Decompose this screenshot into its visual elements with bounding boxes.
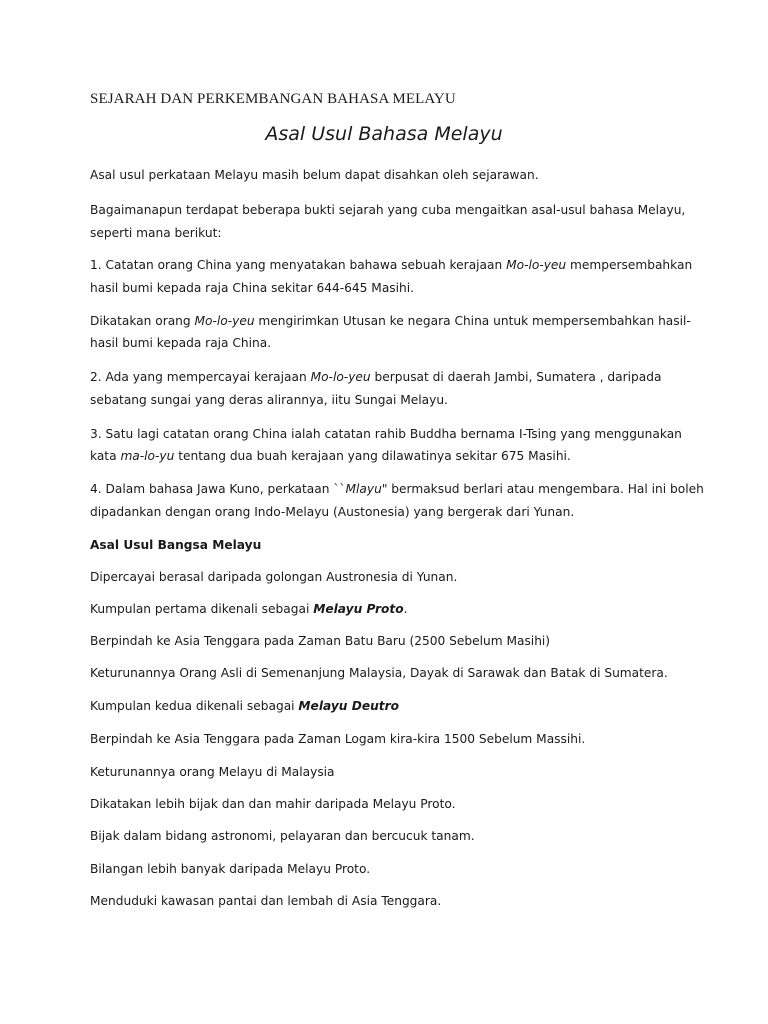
list-line: Menduduki kawasan pantai dan lembah di Asia Tenggara. [90, 894, 442, 908]
emphasis-term: Mlayu [345, 482, 382, 496]
paragraph-line: 1. Catatan orang China yang menyatakan bahawa sebuah kerajaan Mo-lo-yeu mempersembahkan [90, 258, 693, 272]
list-line: Dipercayai berasal daripada golongan Austronesia di Yunan. [90, 570, 458, 584]
list-line: Dikatakan lebih bijak dan dan mahir daripada Melayu Proto. [90, 797, 456, 811]
list-line: Kumpulan kedua dikenali sebagai Melayu Deutro [90, 699, 399, 713]
emphasis-term: Melayu Deutro [298, 699, 399, 713]
list-line: Berpindah ke Asia Tenggara pada Zaman Batu Baru (2500 Sebelum Masihi) [90, 634, 551, 648]
paragraph-line: hasil bumi kepada raja China sekitar 644-645 Masihi. [90, 281, 415, 295]
document-title: Asal Usul Bahasa Melayu [265, 123, 503, 145]
paragraph-line: seperti mana berikut: [90, 226, 222, 240]
paragraph-line: sebatang sungai yang deras alirannya, iitu Sungai Melayu. [90, 393, 448, 407]
paragraph-line: Bagaimanapun terdapat beberapa bukti sejarah yang cuba mengaitkan asal-usul bahasa Melayu, [90, 203, 686, 217]
list-line: Keturunannya orang Melayu di Malaysia [90, 765, 335, 779]
paragraph-line: Dikatakan orang Mo-lo-yeu mengirimkan Utusan ke negara China untuk mempersembahkan hasil- [90, 314, 691, 328]
paragraph-line: 3. Satu lagi catatan orang China ialah catatan rahib Buddha bernama I-Tsing yang menggunakan [90, 427, 682, 441]
document-heading: SEJARAH DAN PERKEMBANGAN BAHASA MELAYU [90, 91, 456, 107]
paragraph-line: 2. Ada yang mempercayai kerajaan Mo-lo-yeu berpusat di daerah Jambi, Sumatera , daripada [90, 370, 662, 384]
emphasis-term: ma-lo-yu [120, 449, 175, 463]
list-line: Berpindah ke Asia Tenggara pada Zaman Logam kira-kira 1500 Sebelum Massihi. [90, 732, 586, 746]
paragraph-line: kata ma-lo-yu tentang dua buah kerajaan yang dilawatinya sekitar 675 Masihi. [90, 449, 571, 463]
list-line: Keturunannya Orang Asli di Semenanjung Malaysia, Dayak di Sarawak dan Batak di Sumatera. [90, 666, 668, 680]
emphasis-term: Melayu Proto [313, 602, 404, 616]
list-line: Kumpulan pertama dikenali sebagai Melayu Proto. [90, 602, 408, 616]
emphasis-term: Mo-lo-yeu [310, 370, 371, 384]
paragraph-line: Asal usul perkataan Melayu masih belum dapat disahkan oleh sejarawan. [90, 168, 539, 182]
list-line: Bijak dalam bidang astronomi, pelayaran dan bercucuk tanam. [90, 829, 475, 843]
paragraph-line: hasil bumi kepada raja China. [90, 336, 272, 350]
paragraph-line: 4. Dalam bahasa Jawa Kuno, perkataan ``Mlayu" bermaksud berlari atau mengembara. Hal ini boleh [90, 482, 704, 496]
emphasis-term: Mo-lo-yeu [506, 258, 567, 272]
section-subheading: Asal Usul Bangsa Melayu [90, 538, 262, 552]
list-line: Bilangan lebih banyak daripada Melayu Proto. [90, 862, 371, 876]
emphasis-term: Mo-lo-yeu [194, 314, 255, 328]
paragraph-line: dipadankan dengan orang Indo-Melayu (Austonesia) yang bergerak dari Yunan. [90, 505, 575, 519]
